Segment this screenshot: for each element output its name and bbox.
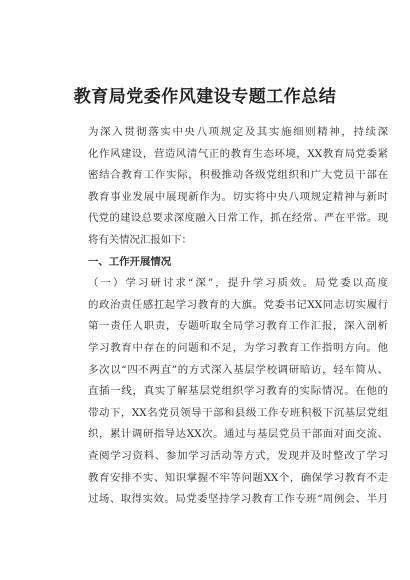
document-body: [88, 122, 388, 511]
paragraph-line: 带动下，XX名党员领导干部和县级工作专班积极下沉基层党组: [88, 406, 388, 419]
paragraph-line: 的政治责任感扛起学习教育的大旗。党委书记XX同志切实履行: [88, 298, 388, 311]
paragraph-line: 多次以“四不两直”的方式深入基层学校调研暗访，轻车简从、: [88, 363, 388, 376]
paragraph-line: （一）学习研讨求“深”，提升学习质效。局党委以高度: [88, 277, 388, 290]
paragraph-line: 为深入贯彻落实中央八项规定及其实施细则精神，持续深: [88, 126, 388, 138]
paragraph-line: 教育安排不实、知识掌握不牢等问题XX个，确保学习教育不走: [88, 471, 388, 484]
paragraph-line: 化作风建设，营造风清气正的教育生态环境，XX教育局党委紧: [88, 147, 388, 160]
section-heading: 一、工作开展情况: [88, 255, 172, 268]
paragraph-line: 教育事业发展中展现新作为。切实将中央八项规定精神与新时: [88, 190, 388, 203]
paragraph-line: 学习教育中存在的问题和不足，为学习教育工作指明方向。他: [88, 341, 388, 354]
paragraph-line: 密结合教育工作实际，积极推动各级党组织和广大党员干部在: [88, 169, 388, 182]
paragraph-line: 织，累计调研指导达XX次。通过与基层党员干部面对面交流、: [88, 428, 388, 441]
paragraph-line: 第一责任人职责，专题听取全局学习教育工作汇报，深入剖析: [88, 320, 388, 333]
document-title: 教育局党委作风建设专题工作总结: [73, 87, 337, 107]
paragraph-line: 直插一线，真实了解基层党组织学习教育的实际情况。在他的: [88, 385, 388, 398]
paragraph-line: 过场、取得实效。局党委坚持学习教育工作专班“周例会、半月: [88, 493, 388, 506]
paragraph-line: 代党的建设总要求深度融入日常工作，抓在经常、严在平常。现: [88, 212, 388, 225]
paragraph-line: 将有关情况汇报如下：: [88, 233, 192, 246]
paragraph-line: 查阅学习资料、参加学习活动等方式，发现并及时整改了学习: [88, 449, 388, 462]
